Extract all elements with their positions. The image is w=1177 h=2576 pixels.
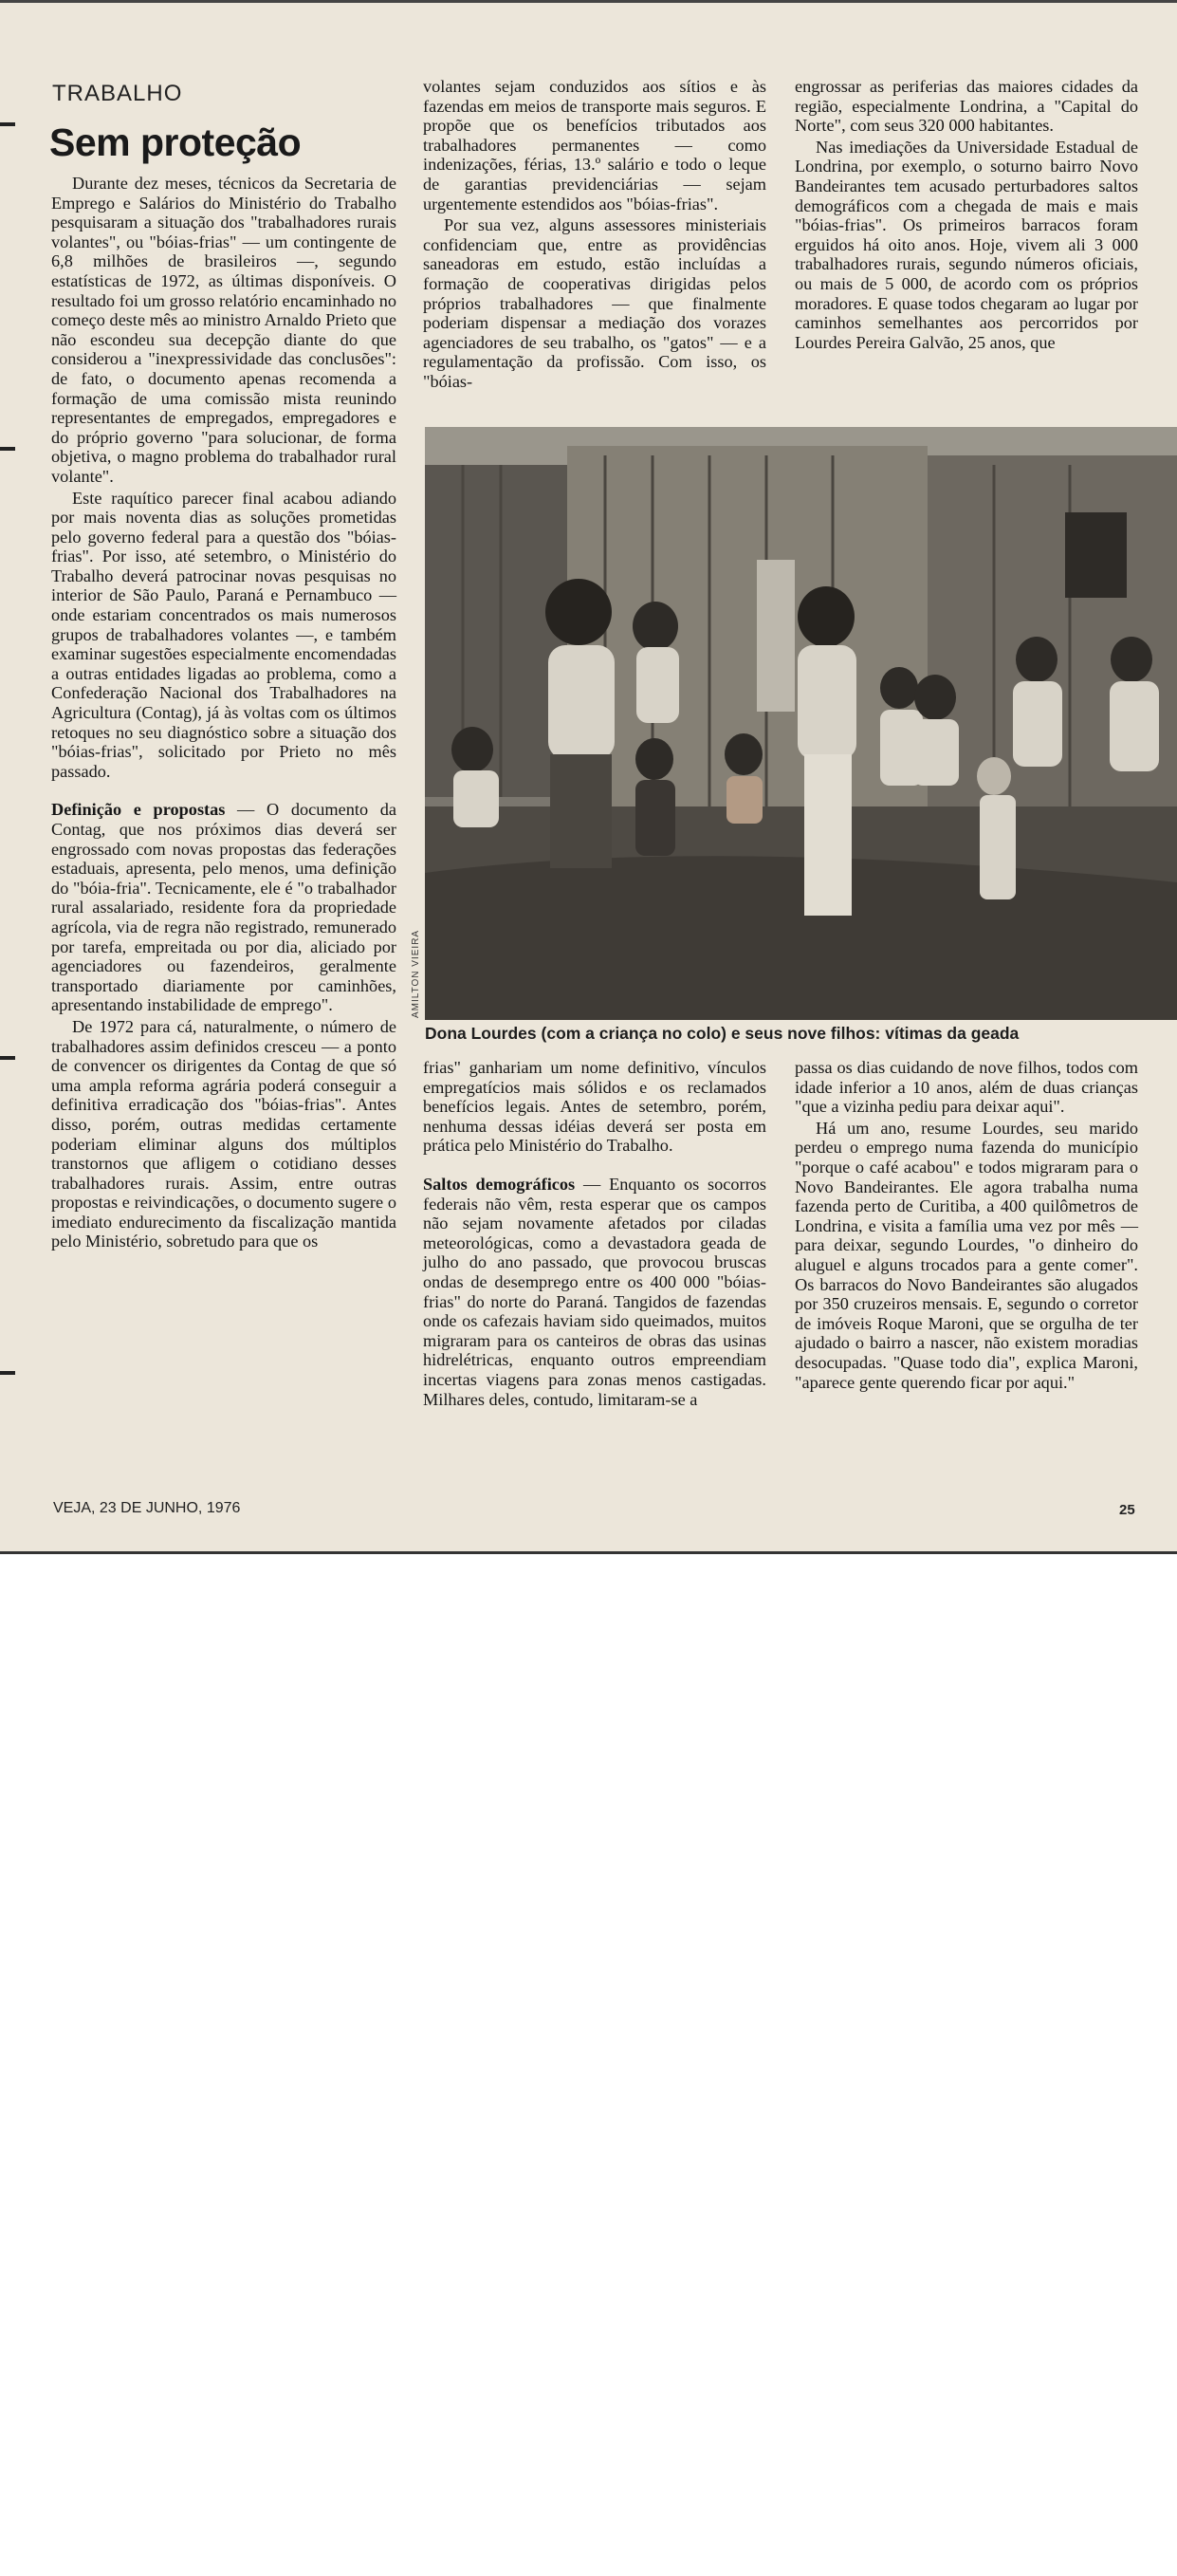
headline: Sem proteção bbox=[49, 120, 302, 164]
subheading: Definição e propostas bbox=[51, 800, 226, 820]
article-column-1 bbox=[51, 174, 396, 1692]
subheading: Saltos demográficos bbox=[423, 1174, 576, 1194]
photo-caption: Dona Lourdes (com a criança no colo) e seus nove filhos: vítimas da geada bbox=[425, 1024, 1020, 1043]
paragraph: Por sua vez, alguns assessores ministeriais confidenciam que, entre as providências saneadoras em estudo, estão incluídas a formação de cooperativas dirigidas pelos próprios trabalhadores — que finalmente poderiam dispensar a mediação dos vorazes agenciadores de seu trabalho, os "gatos" — e a regulamentação da profissão. Com isso, os "bóias- bbox=[423, 215, 766, 391]
paragraph: Nas imediações da Universidade Estadual de Londrina, por exemplo, o soturno bairro Novo Bandeirantes tem acusado perturbadores saltos demográficos com a chegada de mais e mais "bóias-frias". Os primeiros barracos foram erguidos há oito anos. Hoje, vivem ali 3 000 trabalhadores rurais, segundo números oficiais, ou mais de 5 000, de acordo com os próprios moradores. E quase todos chegaram ao lugar por caminhos semelhantes aos percorridos por Lourdes Pereira Galvão, 25 anos, que bbox=[795, 137, 1138, 352]
binding-mark bbox=[0, 122, 15, 126]
page-number: 25 bbox=[1119, 1502, 1135, 1518]
photo-credit: AMILTON VIEIRA bbox=[411, 929, 421, 1018]
article-column-2-bottom bbox=[423, 1058, 766, 2576]
section-label: TRABALHO bbox=[52, 81, 183, 106]
publication-date: VEJA, 23 DE JUNHO, 1976 bbox=[53, 1500, 241, 1516]
binding-mark bbox=[0, 1056, 15, 1060]
paragraph: engrossar as periferias das maiores cidades da região, especialmente Londrina, a "Capital do Norte", com seus 320 000 habitantes. bbox=[795, 77, 1138, 136]
binding-mark bbox=[0, 1371, 15, 1375]
article-column-3-bottom bbox=[795, 1058, 1138, 2576]
paragraph: De 1972 para cá, naturalmente, o número de trabalhadores assim definidos cresceu — a ponto de convencer os dirigentes da Contag de que só uma ampla reforma agrária poderá conseguir a definitiva erradicação dos "bóias-frias". Antes disso, porém, outras medidas certamente poderiam eliminar alguns dos múltiplos transtornos que afligem o cotidiano desses trabalhadores rurais. Assim, entre outras propostas e reivindicações, o documento sugere o imediato endurecimento da fiscalização mantida pelo Ministério, sobretudo para que os bbox=[51, 1016, 396, 1251]
paragraph: Saltos demográficos — Enquanto os socorros federais não vêm, resta esperar que os campos não sejam novamente afetados por ciladas meteorológicas, como a devastadora geada de julho do ano passado, que provocou bruscas ondas de desemprego entre os 400 000 "bóias-frias" do norte do Paraná. Tangidos de fazendas onde os cafezais haviam sido queimados, muitos migraram para os canteiros de obras das usinas hidrelétricas, enquanto outros empreendiam incertas viagens para zonas menos castigadas. Milhares deles, contudo, limitaram-se a bbox=[423, 1174, 766, 1409]
paragraph: Durante dez meses, técnicos da Secretaria de Emprego e Salários do Ministério do Trabalho pesquisaram a situação dos "trabalhadores rurais volantes", ou "bóias-frias" — um contingente de 6,8 milhões de brasileiros —, segundo estatísticas de 1972, as últimas disponíveis. O resultado foi um grosso relatório encaminhado no começo deste mês ao ministro Arnaldo Prieto que não escondeu sua decepção diante do que considerou a "inexpressividade das conclusões": de fato, o documento apenas recomenda a formação de uma comissão mista reunindo representantes de empregados, empregadores e do próprio governo "para solucionar, de forma objetiva, o magno problema do trabalhador rural volante". bbox=[51, 174, 396, 486]
paragraph: Definição e propostas — O documento da Contag, que nos próximos dias deverá ser engrossado com novas propostas das federações estaduais, apresenta, pelo menos, uma definição do "bóia-fria". Tecnicamente, ele é "o trabalhador rural assalariado, residente fora da propriedade agrícola, via de regra não registrado, remunerado por tarefa, empreitada ou por dia, aliciado por agenciadores ou fazendeiros, geralmente transportado diariamente por caminhões, apresentando instabilidade de emprego". bbox=[51, 800, 396, 1015]
binding-mark bbox=[0, 447, 15, 451]
paragraph: passa os dias cuidando de nove filhos, todos com idade inferior a 10 anos, além de duas crianças "que a vizinha pediu para deixar aqui". bbox=[795, 1058, 1138, 1117]
family-photo bbox=[425, 427, 1177, 1020]
paragraph: Há um ano, resume Lourdes, seu marido perdeu o emprego numa fazenda do município "porque o café acabou" e todos migraram para o Novo Bandeirantes. Ele agora trabalha numa fazenda perto de Curitiba, a 400 quilômetros de Londrina, e visita a família uma vez por mês — para deixar, segundo Lourdes, "o dinheiro do aluguel e alguns trocados para a gente comer". Os barracos do Novo Bandeirantes são alugados por 350 cruzeiros mensais. E, segundo o corretor de imóveis Roque Maroni, que se orgulha de ter ajudado o bairro a nascer, não existem moradias desocupadas. "Quase todo dia", explica Maroni, "aparece gente querendo ficar por aqui." bbox=[795, 1118, 1138, 1392]
paragraph: frias" ganhariam um nome definitivo, vínculos empregatícios mais sólidos e os reclamados benefícios legais. Antes de setembro, porém, nenhuma dessas idéias deverá ser posta em prática pelo Ministério do Trabalho. bbox=[423, 1058, 766, 1156]
page-bottom-rule bbox=[0, 1551, 1177, 1554]
paragraph: volantes sejam conduzidos aos sítios e às fazendas em meios de transporte mais seguros. E propõe que os benefícios tributados aos trabalhadores permanentes — como indenizações, férias, 13.º salário e todo o leque de garantias previdenciárias — sejam urgentemente estendidos aos "bóias-frias". bbox=[423, 77, 766, 213]
paragraph: Este raquítico parecer final acabou adiando por mais noventa dias as soluções prometidas pelo governo federal para a questão dos "bóias-frias". Por isso, até setembro, o Ministério do Trabalho deverá patrocinar novas pesquisas no interior de São Paulo, Paraná e Pernambuco — onde estariam concentrados os mais numerosos grupos de trabalhadores volantes —, e também examinar sugestões especialmente encomendadas a outras entidades ligadas ao problema, como a Confederação Nacional dos Trabalhadores na Agricultura (Contag), já às voltas com os últimos retoques no seu diagnóstico sobre a situação dos "bóias-frias", solicitado por Prieto no mês passado. bbox=[51, 488, 396, 781]
